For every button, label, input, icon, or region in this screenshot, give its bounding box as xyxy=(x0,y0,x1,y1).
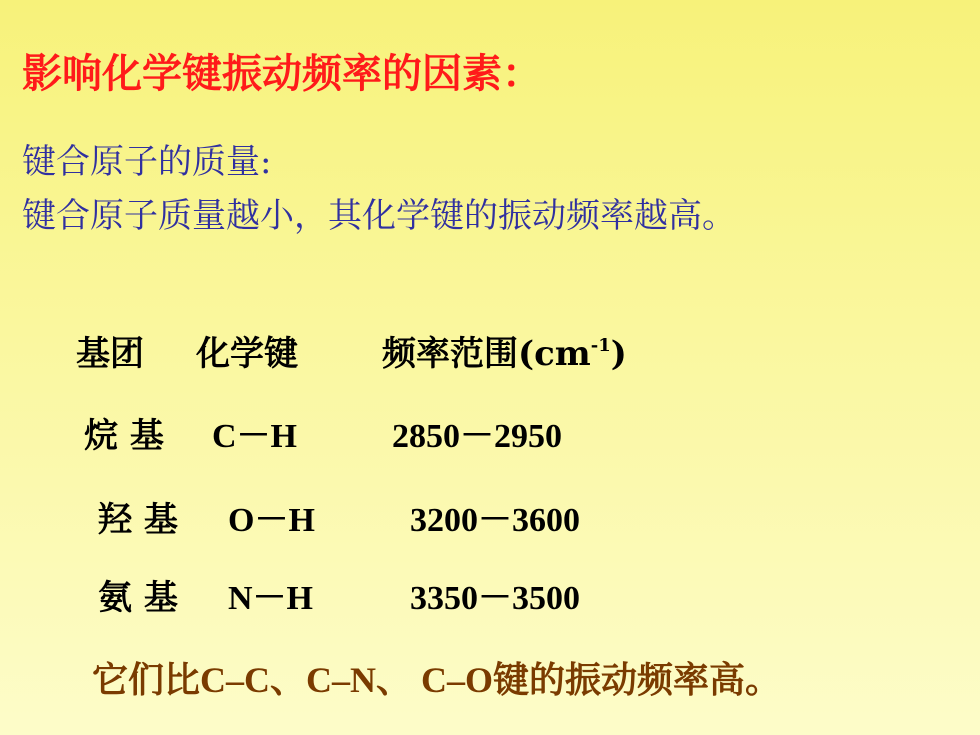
subtitle-line-2: 键合原子质量越小，其化学键的振动频率越高。 xyxy=(22,196,736,236)
row-2-bond: O－H xyxy=(228,502,315,539)
row-1-range: 2850－2950 xyxy=(392,418,562,455)
row-3-group: 氨 基 xyxy=(98,578,178,618)
row-3-bond: N－H xyxy=(228,580,313,617)
subtitle-line-1: 键合原子的质量: xyxy=(22,142,272,182)
footer-bonds: C–C、C–N、 C–O xyxy=(200,660,494,700)
row-1-bond: C－H xyxy=(212,418,297,455)
footer-prefix: 它们比 xyxy=(92,659,201,701)
footer-suffix: 键的振动频率高。 xyxy=(493,659,782,701)
slide-title: 影响化学键振动频率的因素： xyxy=(22,50,542,97)
header-bond: 化学键 xyxy=(196,334,298,374)
row-3-range: 3350－3500 xyxy=(410,580,580,617)
header-range-label: 频率范围(cm xyxy=(382,334,591,374)
row-2-range: 3200－3600 xyxy=(410,502,580,539)
row-2-group: 羟 基 xyxy=(98,500,178,540)
header-frequency-range xyxy=(382,326,627,375)
header-group: 基团 xyxy=(76,334,144,374)
footer-note xyxy=(92,652,781,703)
header-range-close: ) xyxy=(610,334,627,374)
row-1-group: 烷 基 xyxy=(84,416,164,456)
header-range-exponent: -1 xyxy=(590,335,611,356)
